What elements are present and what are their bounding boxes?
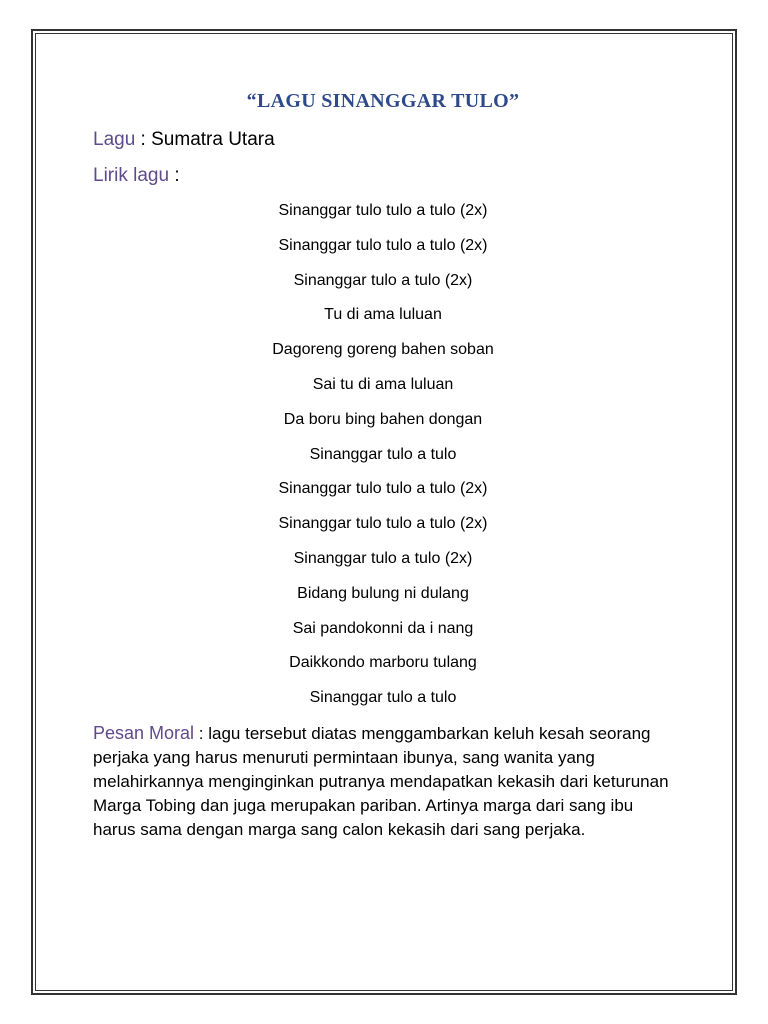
lyric-line: Sai tu di ama luluan [312,375,454,393]
lyrics-block [93,199,673,710]
lyric-line: Sinanggar tulo a tulo [309,445,457,463]
lyric-line: Sinanggar tulo tulo a tulo (2x) [278,480,488,498]
lyrics-header-label: Lirik lagu [93,165,170,186]
lyric-line: Da boru bing bahen dongan [283,410,483,428]
lyric-line: Tu di ama luluan [324,306,442,324]
lyric-line: Sinanggar tulo tulo a tulo (2x) [278,236,488,254]
song-title: “LAGU SINANGGAR TULO” [246,90,520,112]
origin-separator: : [135,129,152,150]
document-content [93,86,673,859]
lyric-line: Dagoreng goreng bahen soban [272,341,494,359]
lyric-line: Sinanggar tulo tulo a tulo (2x) [278,202,488,219]
origin-label: Lagu [93,129,136,150]
origin-line [93,127,673,153]
lyric-line: Sinanggar tulo tulo a tulo (2x) [278,515,488,533]
lyric-line: Bidang bulung ni dulang [297,584,469,602]
lyric-line: Daikkondo marboru tulang [289,654,477,672]
origin-value: Sumatra Utara [151,129,275,150]
moral-text: lagu tersebut diatas menggambarkan keluh kesah seorang perjaka yang harus menuruti permintaan ibunya, sang wanita yang melahirkannya menginginkan putranya mendapatkan kekasih dari keturunan Marga Tobing dan juga merupakan pariban. Artinya marga dari sang ibu harus sama dengan marga sang calon kekasih dari sang perjaka. [93,723,669,839]
lyric-line: Sai pandokonni da i nang [292,619,474,637]
lyric-line: Sinanggar tulo a tulo (2x) [293,271,473,289]
lyrics-header-separator: : [169,165,180,186]
moral-label: Pesan Moral [93,722,195,743]
moral-separator: : [194,723,209,743]
moral-paragraph [93,721,673,842]
lyric-line: Sinanggar tulo a tulo [309,689,457,707]
lyrics-header-line [93,163,673,189]
lyric-line: Sinanggar tulo a tulo (2x) [293,549,473,567]
